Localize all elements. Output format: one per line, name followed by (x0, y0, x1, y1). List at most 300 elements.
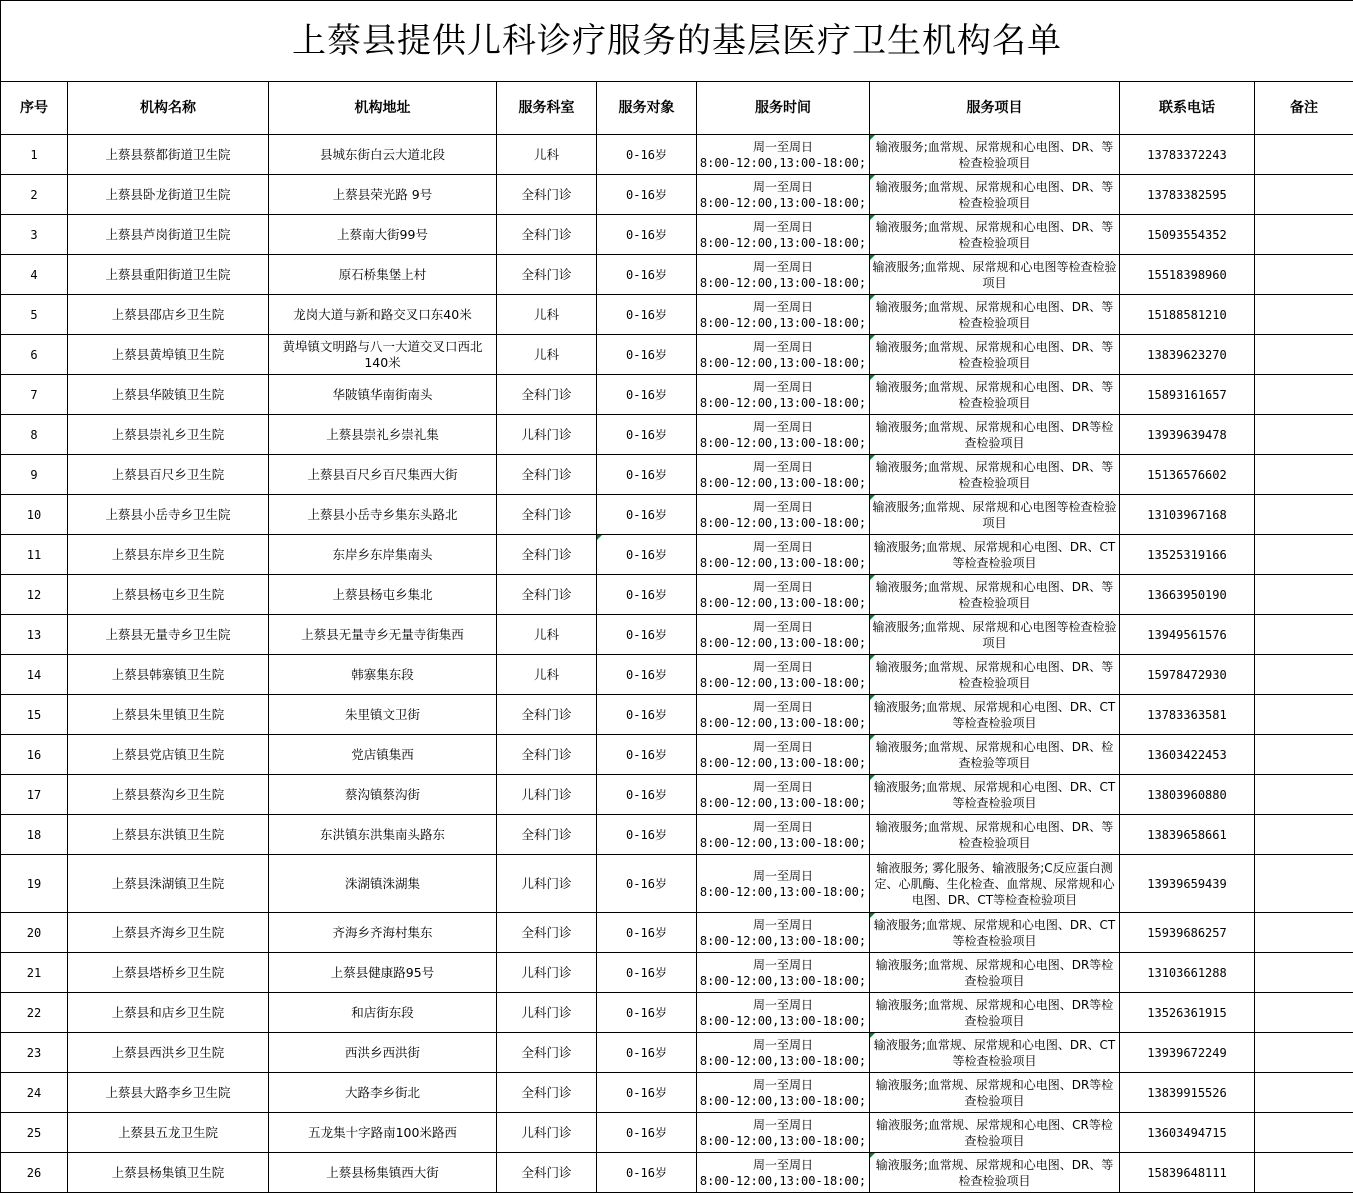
cell-address: 朱里镇文卫街 (269, 695, 497, 735)
time-days: 周一至周日 (699, 299, 867, 315)
cell-no: 12 (1, 575, 68, 615)
cell-items: 输液服务;血常规、尿常规和心电图、DR等检查检验项目 (870, 953, 1120, 993)
table-row (1, 1153, 1353, 1193)
cell-name: 上蔡县杨屯乡卫生院 (68, 575, 269, 615)
cell-phone: 13603422453 (1120, 735, 1255, 775)
cell-address: 黄埠镇文明路与八一大道交叉口西北140米 (269, 335, 497, 375)
cell-name: 上蔡县党店镇卫生院 (68, 735, 269, 775)
cell-address: 五龙集十字路南100米路西 (269, 1113, 497, 1153)
time-hours: 8:00-12:00,13:00-18:00; (699, 1093, 867, 1109)
time-days: 周一至周日 (699, 419, 867, 435)
cell-target: 0-16岁 (597, 615, 697, 655)
cell-target: 0-16岁 (597, 335, 697, 375)
cell-address: 县城东街白云大道北段 (269, 135, 497, 175)
cell-name: 上蔡县塔桥乡卫生院 (68, 953, 269, 993)
cell-items: 输液服务;血常规、尿常规和心电图、DR、等检查检验项目 (870, 335, 1120, 375)
cell-note (1255, 135, 1353, 175)
cell-note (1255, 535, 1353, 575)
cell-time (697, 255, 870, 295)
time-hours: 8:00-12:00,13:00-18:00; (699, 715, 867, 731)
cell-name: 上蔡县崇礼乡卫生院 (68, 415, 269, 455)
cell-target: 0-16岁 (597, 295, 697, 335)
time-days: 周一至周日 (699, 739, 867, 755)
cell-time (697, 775, 870, 815)
table-row (1, 575, 1353, 615)
time-hours: 8:00-12:00,13:00-18:00; (699, 835, 867, 851)
time-days: 周一至周日 (699, 917, 867, 933)
cell-address: 和店街东段 (269, 993, 497, 1033)
cell-phone: 13526361915 (1120, 993, 1255, 1033)
time-hours: 8:00-12:00,13:00-18:00; (699, 355, 867, 371)
cell-items: 输液服务;血常规、尿常规和心电图、DR、等检查检验项目 (870, 815, 1120, 855)
cell-no: 5 (1, 295, 68, 335)
cell-no: 10 (1, 495, 68, 535)
cell-target: 0-16岁 (597, 1073, 697, 1113)
cell-phone: 13803960880 (1120, 775, 1255, 815)
cell-dept: 全科门诊 (497, 735, 597, 775)
cell-name: 上蔡县齐海乡卫生院 (68, 913, 269, 953)
cell-address: 东洪镇东洪集南头路东 (269, 815, 497, 855)
time-days: 周一至周日 (699, 459, 867, 475)
time-hours: 8:00-12:00,13:00-18:00; (699, 515, 867, 531)
table-row (1, 255, 1353, 295)
cell-items: 输液服务;血常规、尿常规和心电图、DR、等检查检验项目 (870, 1153, 1120, 1193)
header-items: 服务项目 (870, 82, 1120, 135)
header-note: 备注 (1255, 82, 1353, 135)
cell-phone: 15893161657 (1120, 375, 1255, 415)
cell-target: 0-16岁 (597, 953, 697, 993)
time-hours: 8:00-12:00,13:00-18:00; (699, 1053, 867, 1069)
cell-target: 0-16岁 (597, 255, 697, 295)
header-time: 服务时间 (697, 82, 870, 135)
cell-note (1255, 295, 1353, 335)
cell-dept: 儿科门诊 (497, 775, 597, 815)
cell-address: 龙岗大道与新和路交叉口东40米 (269, 295, 497, 335)
cell-phone: 15518398960 (1120, 255, 1255, 295)
cell-target: 0-16岁 (597, 913, 697, 953)
cell-name: 上蔡县五龙卫生院 (68, 1113, 269, 1153)
cell-time (697, 415, 870, 455)
cell-time (697, 575, 870, 615)
cell-time (697, 993, 870, 1033)
table-row (1, 735, 1353, 775)
cell-items: 输液服务; 雾化服务、输液服务;C反应蛋白测定、心肌酶、生化检查、血常规、尿常规和心电图、DR、CT等检查检验项目 (870, 855, 1120, 913)
cell-note (1255, 735, 1353, 775)
cell-dept: 全科门诊 (497, 535, 597, 575)
cell-time (697, 455, 870, 495)
time-hours: 8:00-12:00,13:00-18:00; (699, 275, 867, 291)
cell-time (697, 695, 870, 735)
header-phone: 联系电话 (1120, 82, 1255, 135)
cell-no: 13 (1, 615, 68, 655)
cell-no: 26 (1, 1153, 68, 1193)
cell-name: 上蔡县无量寺乡卫生院 (68, 615, 269, 655)
table-row (1, 455, 1353, 495)
cell-no: 14 (1, 655, 68, 695)
table-row (1, 175, 1353, 215)
time-hours: 8:00-12:00,13:00-18:00; (699, 973, 867, 989)
cell-name: 上蔡县和店乡卫生院 (68, 993, 269, 1033)
cell-address: 韩寨集东段 (269, 655, 497, 695)
time-hours: 8:00-12:00,13:00-18:00; (699, 675, 867, 691)
table-row (1, 815, 1353, 855)
cell-note (1255, 455, 1353, 495)
cell-target: 0-16岁 (597, 695, 697, 735)
cell-items: 输液服务;血常规、尿常规和心电图、DR、CT等检查检验项目 (870, 695, 1120, 735)
cell-phone: 13939659439 (1120, 855, 1255, 913)
cell-note (1255, 695, 1353, 735)
cell-name: 上蔡县重阳街道卫生院 (68, 255, 269, 295)
time-days: 周一至周日 (699, 379, 867, 395)
cell-time (697, 135, 870, 175)
cell-items: 输液服务;血常规、尿常规和心电图、DR、等检查检验项目 (870, 215, 1120, 255)
table-row (1, 135, 1353, 175)
cell-address: 上蔡县无量寺乡无量寺街集西 (269, 615, 497, 655)
time-days: 周一至周日 (699, 259, 867, 275)
cell-target: 0-16岁 (597, 495, 697, 535)
cell-address: 上蔡县杨集镇西大街 (269, 1153, 497, 1193)
table-row (1, 775, 1353, 815)
header-row (1, 82, 1353, 135)
time-days: 周一至周日 (699, 659, 867, 675)
cell-name: 上蔡县华陂镇卫生院 (68, 375, 269, 415)
time-hours: 8:00-12:00,13:00-18:00; (699, 1013, 867, 1029)
cell-note (1255, 255, 1353, 295)
cell-target: 0-16岁 (597, 993, 697, 1033)
cell-items: 输液服务;血常规、尿常规和心电图、CR等检查检验项目 (870, 1113, 1120, 1153)
cell-target: 0-16岁 (597, 535, 697, 575)
time-hours: 8:00-12:00,13:00-18:00; (699, 315, 867, 331)
cell-dept: 全科门诊 (497, 1033, 597, 1073)
time-days: 周一至周日 (699, 539, 867, 555)
cell-no: 8 (1, 415, 68, 455)
cell-note (1255, 1153, 1353, 1193)
cell-items: 输液服务;血常规、尿常规和心电图、DR、等检查检验项目 (870, 135, 1120, 175)
cell-time (697, 655, 870, 695)
cell-time (697, 535, 870, 575)
cell-name: 上蔡县卧龙街道卫生院 (68, 175, 269, 215)
header-no: 序号 (1, 82, 68, 135)
time-days: 周一至周日 (699, 1037, 867, 1053)
time-days: 周一至周日 (699, 868, 867, 884)
cell-no: 17 (1, 775, 68, 815)
time-hours: 8:00-12:00,13:00-18:00; (699, 475, 867, 491)
cell-name: 上蔡县黄埠镇卫生院 (68, 335, 269, 375)
table-row (1, 295, 1353, 335)
cell-phone: 13783372243 (1120, 135, 1255, 175)
cell-phone: 13663950190 (1120, 575, 1255, 615)
time-hours: 8:00-12:00,13:00-18:00; (699, 435, 867, 451)
cell-dept: 全科门诊 (497, 695, 597, 735)
cell-dept: 全科门诊 (497, 215, 597, 255)
cell-no: 15 (1, 695, 68, 735)
cell-phone: 15839648111 (1120, 1153, 1255, 1193)
cell-time (697, 615, 870, 655)
time-hours: 8:00-12:00,13:00-18:00; (699, 395, 867, 411)
cell-note (1255, 1073, 1353, 1113)
cell-dept: 全科门诊 (497, 815, 597, 855)
cell-dept: 全科门诊 (497, 575, 597, 615)
cell-no: 23 (1, 1033, 68, 1073)
time-hours: 8:00-12:00,13:00-18:00; (699, 933, 867, 949)
cell-name: 上蔡县西洪乡卫生院 (68, 1033, 269, 1073)
table-row (1, 913, 1353, 953)
cell-items: 输液服务;血常规、尿常规和心电图等检查检验项目 (870, 255, 1120, 295)
cell-note (1255, 993, 1353, 1033)
cell-name: 上蔡县朱里镇卫生院 (68, 695, 269, 735)
cell-dept: 儿科 (497, 655, 597, 695)
cell-time (697, 913, 870, 953)
cell-phone: 13839658661 (1120, 815, 1255, 855)
cell-phone: 13103661288 (1120, 953, 1255, 993)
cell-phone: 15939686257 (1120, 913, 1255, 953)
time-hours: 8:00-12:00,13:00-18:00; (699, 155, 867, 171)
cell-items: 输液服务;血常规、尿常规和心电图、DR等检查检验项目 (870, 993, 1120, 1033)
cell-note (1255, 913, 1353, 953)
time-hours: 8:00-12:00,13:00-18:00; (699, 1173, 867, 1189)
cell-note (1255, 495, 1353, 535)
cell-no: 19 (1, 855, 68, 913)
time-days: 周一至周日 (699, 139, 867, 155)
cell-dept: 儿科 (497, 295, 597, 335)
table-row (1, 1073, 1353, 1113)
cell-time (697, 815, 870, 855)
header-target: 服务对象 (597, 82, 697, 135)
cell-address: 上蔡县健康路95号 (269, 953, 497, 993)
cell-address: 西洪乡西洪街 (269, 1033, 497, 1073)
cell-time (697, 735, 870, 775)
cell-phone: 15978472930 (1120, 655, 1255, 695)
cell-phone: 13839623270 (1120, 335, 1255, 375)
cell-items: 输液服务;血常规、尿常规和心电图、DR、等检查检验项目 (870, 375, 1120, 415)
cell-time (697, 1073, 870, 1113)
cell-note (1255, 575, 1353, 615)
cell-items: 输液服务;血常规、尿常规和心电图、DR、CT等检查检验项目 (870, 913, 1120, 953)
cell-dept: 全科门诊 (497, 495, 597, 535)
cell-note (1255, 1113, 1353, 1153)
cell-time (697, 215, 870, 255)
cell-target: 0-16岁 (597, 735, 697, 775)
cell-no: 24 (1, 1073, 68, 1113)
table-row (1, 1033, 1353, 1073)
time-days: 周一至周日 (699, 579, 867, 595)
cell-note (1255, 615, 1353, 655)
time-days: 周一至周日 (699, 179, 867, 195)
cell-address: 上蔡县小岳寺乡集东头路北 (269, 495, 497, 535)
time-hours: 8:00-12:00,13:00-18:00; (699, 795, 867, 811)
cell-no: 9 (1, 455, 68, 495)
cell-note (1255, 1033, 1353, 1073)
table-row (1, 495, 1353, 535)
table-row (1, 535, 1353, 575)
cell-dept: 全科门诊 (497, 375, 597, 415)
cell-no: 21 (1, 953, 68, 993)
time-hours: 8:00-12:00,13:00-18:00; (699, 755, 867, 771)
cell-no: 7 (1, 375, 68, 415)
cell-dept: 儿科门诊 (497, 953, 597, 993)
cell-address: 党店镇集西 (269, 735, 497, 775)
cell-items: 输液服务;血常规、尿常规和心电图、DR、CT等检查检验项目 (870, 535, 1120, 575)
cell-address: 华陂镇华南街南头 (269, 375, 497, 415)
cell-items: 输液服务;血常规、尿常规和心电图等检查检验项目 (870, 615, 1120, 655)
time-hours: 8:00-12:00,13:00-18:00; (699, 1133, 867, 1149)
table-row (1, 855, 1353, 913)
cell-address: 洙湖镇洙湖集 (269, 855, 497, 913)
cell-no: 16 (1, 735, 68, 775)
cell-name: 上蔡县百尺乡卫生院 (68, 455, 269, 495)
time-hours: 8:00-12:00,13:00-18:00; (699, 595, 867, 611)
cell-items: 输液服务;血常规、尿常规和心电图、DR、等检查检验项目 (870, 455, 1120, 495)
cell-address: 东岸乡东岸集南头 (269, 535, 497, 575)
cell-note (1255, 815, 1353, 855)
table-row (1, 655, 1353, 695)
cell-note (1255, 375, 1353, 415)
cell-dept: 全科门诊 (497, 455, 597, 495)
cell-address: 上蔡县杨屯乡集北 (269, 575, 497, 615)
time-days: 周一至周日 (699, 1077, 867, 1093)
cell-no: 1 (1, 135, 68, 175)
header-dept: 服务科室 (497, 82, 597, 135)
cell-address: 上蔡县荣光路 9号 (269, 175, 497, 215)
cell-items: 输液服务;血常规、尿常规和心电图、DR、等检查检验项目 (870, 175, 1120, 215)
cell-time (697, 1033, 870, 1073)
cell-address: 齐海乡齐海村集东 (269, 913, 497, 953)
cell-target: 0-16岁 (597, 175, 697, 215)
time-hours: 8:00-12:00,13:00-18:00; (699, 195, 867, 211)
cell-dept: 全科门诊 (497, 1153, 597, 1193)
cell-address: 蔡沟镇蔡沟街 (269, 775, 497, 815)
time-days: 周一至周日 (699, 1117, 867, 1133)
cell-phone: 13783382595 (1120, 175, 1255, 215)
time-days: 周一至周日 (699, 957, 867, 973)
cell-name: 上蔡县东岸乡卫生院 (68, 535, 269, 575)
cell-no: 20 (1, 913, 68, 953)
cell-name: 上蔡县蔡都街道卫生院 (68, 135, 269, 175)
table-row (1, 615, 1353, 655)
cell-time (697, 953, 870, 993)
cell-no: 11 (1, 535, 68, 575)
cell-target: 0-16岁 (597, 855, 697, 913)
cell-address: 上蔡南大街99号 (269, 215, 497, 255)
cell-phone: 13939639478 (1120, 415, 1255, 455)
cell-phone: 13783363581 (1120, 695, 1255, 735)
cell-name: 上蔡县杨集镇卫生院 (68, 1153, 269, 1193)
cell-address: 上蔡县百尺乡百尺集西大街 (269, 455, 497, 495)
cell-phone: 13949561576 (1120, 615, 1255, 655)
cell-time (697, 1153, 870, 1193)
cell-dept: 儿科 (497, 335, 597, 375)
cell-dept: 儿科门诊 (497, 415, 597, 455)
cell-note (1255, 775, 1353, 815)
cell-dept: 全科门诊 (497, 255, 597, 295)
cell-time (697, 495, 870, 535)
cell-address: 原石桥集堡上村 (269, 255, 497, 295)
cell-target: 0-16岁 (597, 815, 697, 855)
cell-name: 上蔡县洙湖镇卫生院 (68, 855, 269, 913)
header-name: 机构名称 (68, 82, 269, 135)
cell-target: 0-16岁 (597, 1033, 697, 1073)
cell-address: 上蔡县崇礼乡崇礼集 (269, 415, 497, 455)
time-days: 周一至周日 (699, 819, 867, 835)
cell-name: 上蔡县大路李乡卫生院 (68, 1073, 269, 1113)
cell-phone: 15136576602 (1120, 455, 1255, 495)
cell-dept: 儿科门诊 (497, 993, 597, 1033)
cell-time (697, 375, 870, 415)
table-row (1, 993, 1353, 1033)
cell-time (697, 1113, 870, 1153)
time-days: 周一至周日 (699, 1157, 867, 1173)
cell-name: 上蔡县东洪镇卫生院 (68, 815, 269, 855)
table-row (1, 215, 1353, 255)
time-days: 周一至周日 (699, 997, 867, 1013)
cell-phone: 15093554352 (1120, 215, 1255, 255)
cell-items: 输液服务;血常规、尿常规和心电图、DR、CT等检查检验项目 (870, 775, 1120, 815)
header-address: 机构地址 (269, 82, 497, 135)
cell-time (697, 175, 870, 215)
cell-items: 输液服务;血常规、尿常规和心电图、DR、等检查检验项目 (870, 655, 1120, 695)
cell-note (1255, 655, 1353, 695)
cell-target: 0-16岁 (597, 1113, 697, 1153)
cell-name: 上蔡县芦岗街道卫生院 (68, 215, 269, 255)
cell-note (1255, 855, 1353, 913)
table-row (1, 335, 1353, 375)
cell-phone: 13939672249 (1120, 1033, 1255, 1073)
time-days: 周一至周日 (699, 219, 867, 235)
cell-items: 输液服务;血常规、尿常规和心电图、DR等检查检验项目 (870, 1073, 1120, 1113)
cell-note (1255, 215, 1353, 255)
cell-dept: 儿科 (497, 615, 597, 655)
cell-name: 上蔡县韩寨镇卫生院 (68, 655, 269, 695)
cell-note (1255, 335, 1353, 375)
cell-no: 18 (1, 815, 68, 855)
page-title: 上蔡县提供儿科诊疗服务的基层医疗卫生机构名单 (1, 1, 1353, 82)
cell-dept: 儿科门诊 (497, 855, 597, 913)
table-row (1, 415, 1353, 455)
cell-name: 上蔡县蔡沟乡卫生院 (68, 775, 269, 815)
cell-note (1255, 415, 1353, 455)
cell-items: 输液服务;血常规、尿常规和心电图、DR、检查检验等项目 (870, 735, 1120, 775)
time-hours: 8:00-12:00,13:00-18:00; (699, 635, 867, 651)
cell-dept: 全科门诊 (497, 175, 597, 215)
cell-phone: 13103967168 (1120, 495, 1255, 535)
cell-items: 输液服务;血常规、尿常规和心电图等检查检验项目 (870, 495, 1120, 535)
cell-phone: 13603494715 (1120, 1113, 1255, 1153)
cell-dept: 全科门诊 (497, 913, 597, 953)
cell-no: 4 (1, 255, 68, 295)
cell-target: 0-16岁 (597, 575, 697, 615)
time-days: 周一至周日 (699, 699, 867, 715)
cell-note (1255, 953, 1353, 993)
table-row (1, 695, 1353, 735)
cell-items: 输液服务;血常规、尿常规和心电图、DR、CT等检查检验项目 (870, 1033, 1120, 1073)
cell-no: 25 (1, 1113, 68, 1153)
time-hours: 8:00-12:00,13:00-18:00; (699, 235, 867, 251)
cell-no: 6 (1, 335, 68, 375)
cell-target: 0-16岁 (597, 375, 697, 415)
table-row (1, 953, 1353, 993)
time-days: 周一至周日 (699, 619, 867, 635)
time-hours: 8:00-12:00,13:00-18:00; (699, 884, 867, 900)
cell-name: 上蔡县小岳寺乡卫生院 (68, 495, 269, 535)
cell-phone: 13525319166 (1120, 535, 1255, 575)
time-days: 周一至周日 (699, 339, 867, 355)
cell-target: 0-16岁 (597, 455, 697, 495)
cell-items: 输液服务;血常规、尿常规和心电图、DR、等检查检验项目 (870, 295, 1120, 335)
cell-no: 3 (1, 215, 68, 255)
cell-items: 输液服务;血常规、尿常规和心电图、DR等检查检验项目 (870, 415, 1120, 455)
cell-target: 0-16岁 (597, 415, 697, 455)
cell-target: 0-16岁 (597, 775, 697, 815)
